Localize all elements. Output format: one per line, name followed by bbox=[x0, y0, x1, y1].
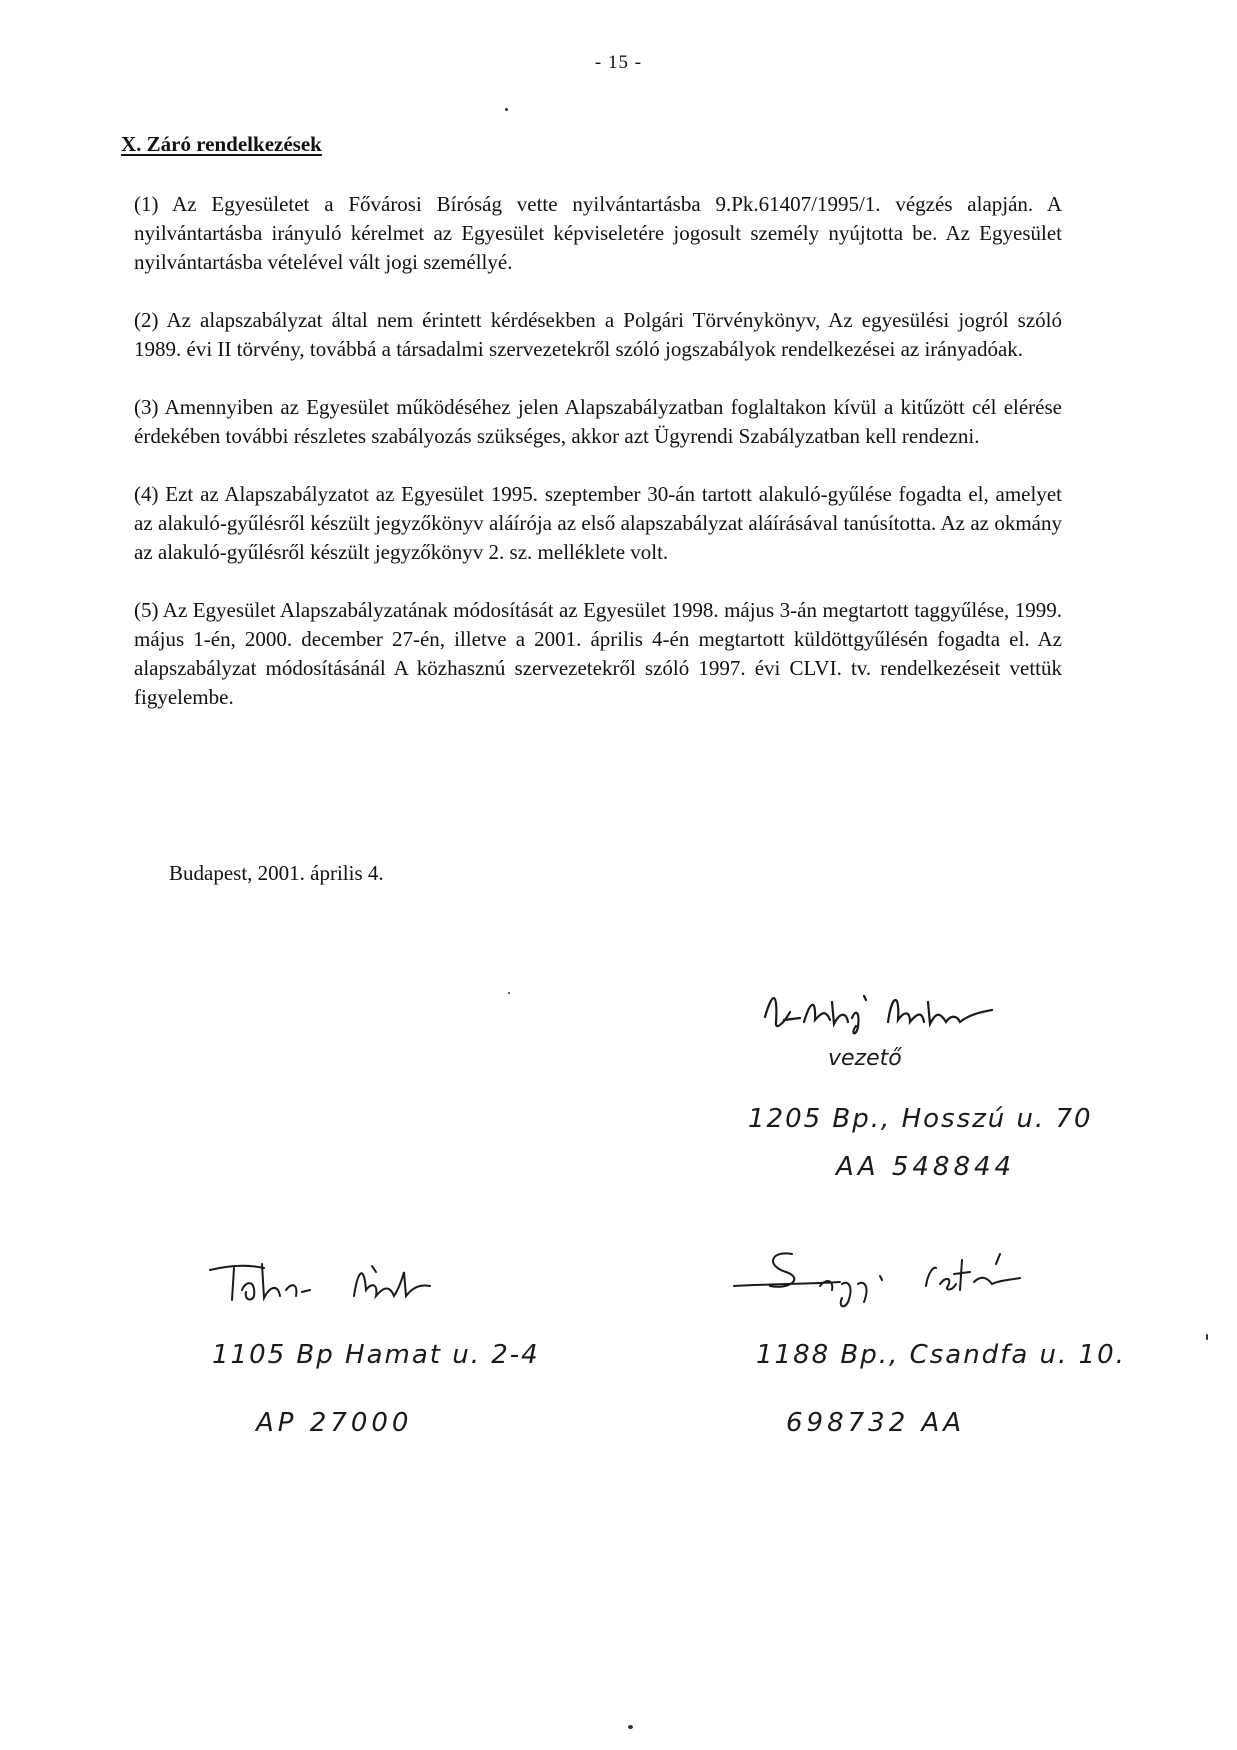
scan-speck bbox=[1206, 1334, 1208, 1340]
section-title: X. Záró rendelkezések bbox=[121, 132, 322, 156]
body-text bbox=[134, 190, 1062, 741]
signature-right bbox=[730, 1246, 1050, 1321]
leader-id-number: AA 548844 bbox=[836, 1152, 1016, 1182]
scan-speck bbox=[628, 1725, 633, 1729]
paragraph-5: (5) Az Egyesület Alapszabályzatának módosítását az Egyesület 1998. május 3-án megtartott taggyűlése, 1999. május 1-én, 2000. december 27-én, illetve a 2001. április 4-én megtartott küldöttgyűlésén fogadta el. Az alapszabályzat módosításánál A közhasznú szervezetekről szóló 1997. évi CLVI. tv. rendelkezéseit vettük figyelembe. bbox=[134, 598, 1062, 709]
leader-address: 1205 Bp., Hosszú u. 70 bbox=[748, 1104, 1093, 1134]
right-address: 1188 Bp., Csandfa u. 10. bbox=[756, 1340, 1126, 1370]
paragraph-3: (3) Amennyiben az Egyesület működéséhez jelen Alapszabályzatban foglaltakon kívül a kitűzött cél elérése érdekében további részletes szabályozás szükséges, akkor azt Ügyrendi Szabályzatban kell rendezni. bbox=[134, 395, 1062, 448]
place-date: Budapest, 2001. április 4. bbox=[169, 861, 384, 885]
left-id-number: AP 27000 bbox=[256, 1408, 413, 1438]
page-number: - 15 - bbox=[594, 52, 643, 73]
scan-speck bbox=[505, 108, 508, 111]
signature-leader bbox=[760, 982, 1000, 1047]
paragraph-4: (4) Ezt az Alapszabályzatot az Egyesület 1995. szeptember 30-án tartott alakuló-gyűlése fogadta el, amelyet az alakuló-gyűlésről készült jegyzőkönyv aláírója az első alapszabályzat aláírásával tanúsította. Az az okmány az alakuló-gyűlésről készült jegyzőkönyv 2. sz. melléklete volt. bbox=[134, 482, 1062, 564]
paragraph-1: (1) Az Egyesületet a Fővárosi Bíróság vette nyilvántartásba 9.Pk.61407/1995/1. végzés alapján. A nyilvántartásba irányuló kérelmet az Egyesület képviseletére jogosult személy nyújtotta be. Az Egyesület nyilvántartásba vételével vált jogi személlyé. bbox=[134, 192, 1062, 274]
scan-speck bbox=[508, 992, 510, 994]
signature-left bbox=[206, 1250, 436, 1315]
paragraph-2: (2) Az alapszabályzat által nem érintett kérdésekben a Polgári Törvénykönyv, Az egyesülési jogról szóló 1989. évi II törvény, továbbá a társadalmi szervezetekről szóló jogszabályok rendelkezései az irányadóak. bbox=[134, 308, 1062, 361]
left-address: 1105 Bp Hamat u. 2-4 bbox=[212, 1340, 540, 1370]
leader-role: vezető bbox=[828, 1046, 902, 1071]
right-id-number: 698732 AA bbox=[786, 1408, 966, 1438]
